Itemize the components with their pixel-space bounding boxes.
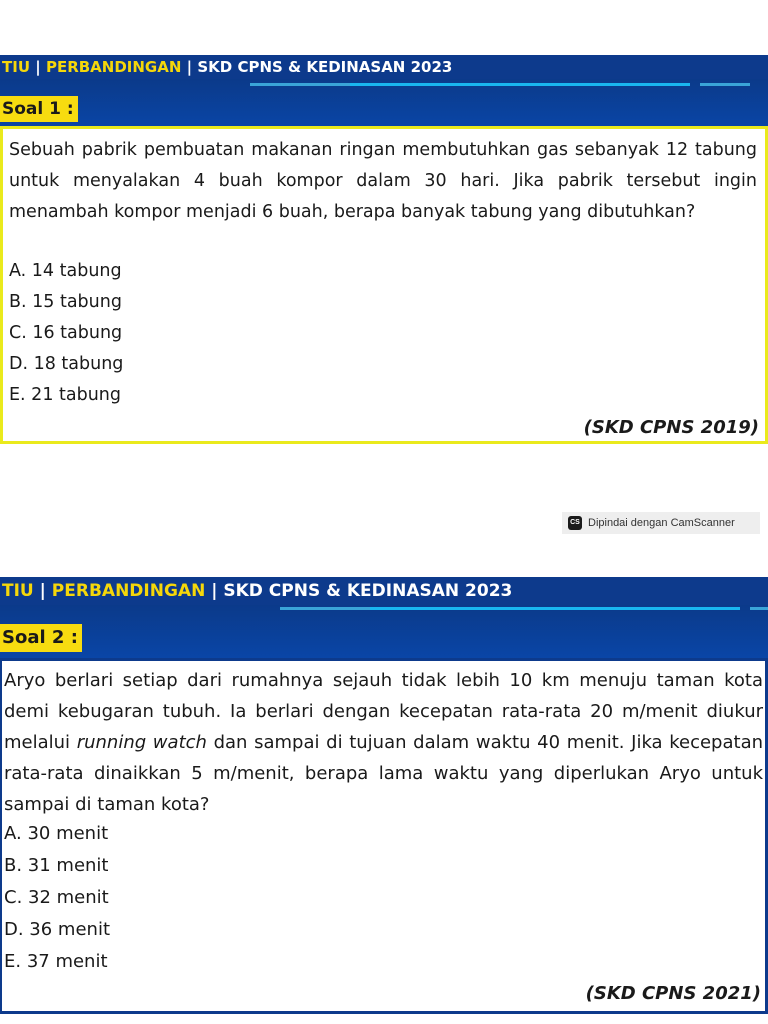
option-d: D. 18 tabung (9, 354, 124, 374)
question-2-text-italic: running watch (76, 732, 207, 753)
slide-2-accent-line (370, 607, 740, 610)
question-2-source: (SKD CPNS 2021) (585, 983, 761, 1004)
header-tiu: TIU (2, 581, 34, 601)
header-topic: PERBANDINGAN (51, 581, 206, 601)
slide-2-accent-line (280, 607, 370, 610)
slide-2-header (0, 577, 768, 605)
option-a: A. 14 tabung (9, 261, 122, 281)
soal-1-label: Soal 1 : (0, 96, 78, 122)
header-separator: | (39, 581, 46, 601)
option-b: B. 15 tabung (9, 292, 122, 312)
option-c: C. 16 tabung (9, 323, 123, 343)
question-2-text (4, 665, 763, 820)
option-b: B. 31 menit (4, 855, 109, 876)
option-c: C. 32 menit (4, 887, 109, 908)
option-d: D. 36 menit (4, 919, 111, 940)
option-a: A. 30 menit (4, 823, 109, 844)
header-separator: | (35, 58, 41, 76)
header-tiu: TIU (2, 58, 30, 76)
soal-2-label: Soal 2 : (0, 624, 82, 652)
option-e: E. 21 tabung (9, 385, 121, 405)
option-e: E. 37 menit (4, 951, 108, 972)
question-2-box (0, 658, 768, 1014)
camscanner-text: Dipindai dengan CamScanner (588, 517, 735, 529)
header-exam: | SKD CPNS & KEDINASAN 2023 (186, 58, 453, 76)
header-exam: | SKD CPNS & KEDINASAN 2023 (211, 581, 513, 601)
question-1-text: Sebuah pabrik pembuatan makanan ringan membutuhkan gas sebanyak 12 tabung untuk menyalakan 4 buah kompor dalam 30 hari. Jika pabrik tersebut ingin menambah kompor menjadi 6 buah, berapa banyak tabung yang dibutuhkan? (9, 140, 757, 222)
slide-2-band (0, 605, 768, 661)
question-2-text-part1: Aryo berlari setiap dari rumahnya sejauh tidak lebih 10 km menuju taman kota demi kebugaran tubuh. Ia berlari dengan kecepatan rata-rata 20 m/menit diukur melalui (4, 670, 763, 753)
question-2-text-part2: dan sampai di tujuan dalam waktu 40 menit. Jika kecepatan rata-rata dinaikkan 5 m/menit, berapa lama waktu yang diperlukan Aryo untuk sampai di taman kota? (4, 732, 764, 815)
header-topic: PERBANDINGAN (45, 58, 182, 76)
slide-2-accent-line (750, 607, 768, 610)
question-1-source: (SKD CPNS 2019) (583, 417, 759, 438)
camscanner-icon: CS (568, 516, 582, 530)
